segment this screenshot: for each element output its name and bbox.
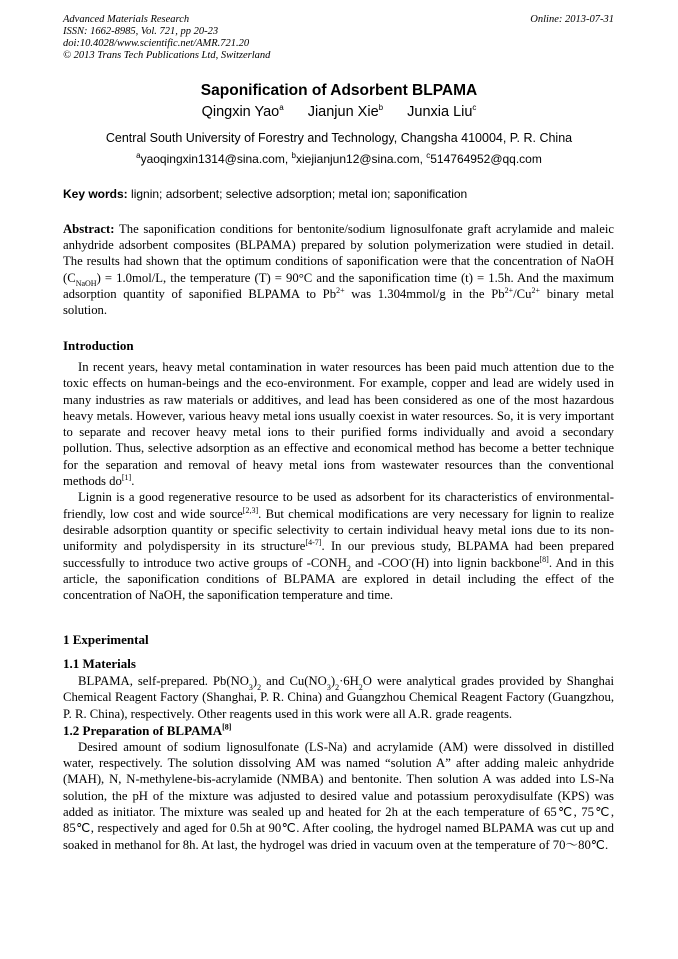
section-heading: Introduction: [63, 338, 134, 353]
paper-title: Saponification of Adsorbent BLPAMA: [200, 82, 478, 99]
paragraph: In recent years, heavy metal contamination in water resources has been paid much attention due to the toxic effects on human-beings and the eco-environment. For example, copper and lead are widely used in many industries as raw materials or additives, and lead has been considered as one of the most hazardous heavy metals. However, various heavy metal ions usually coexist in water resources. So, it is very important to separate and recover heavy metal ions to their purified forms individually and avoid a secondary pollution. Thus, selective adsorption as an effective and economical method has become a better technique for the separation and removal of heavy metal ions from wastewater resources than the conventional methods do[1].: [63, 360, 614, 489]
abstract-label: Abstract:: [63, 222, 115, 236]
keywords-label: Key words:: [63, 187, 128, 201]
email-list: [0, 152, 678, 166]
journal-name: Advanced Materials Research: [63, 14, 190, 25]
author-list: [0, 104, 678, 120]
author: Junxia Liu$^c$: [407, 103, 477, 120]
email[interactable]: $^a$yaoqingxin1314@sina.com,: [136, 151, 289, 166]
paragraph: BLPAMA, self-prepared. $Pb(NO_3)_2$ and $Cu(NO_3)_2\cdot 6H_2O$ were analytical grades provided by Shanghai Chemical Reagent Factory (Shanghai, P. R. China) and Guangzhou Chemical Reagent Factory (Guangzhou, P. R. China), respectively. Other reagents used in this work were all A.R. grade reagents.: [63, 674, 614, 721]
affiliation: Central South University of Forestry and Technology, Changsha 410004, P. R. China: [105, 131, 573, 145]
copyright: © 2013 Trans Tech Publications Ltd, Switzerland: [63, 50, 271, 61]
subsection-heading: 1.1 Materials: [63, 656, 136, 671]
author: Qingxin Yao$^a$: [201, 103, 284, 120]
author: Jianjun Xie$^b$: [307, 103, 384, 120]
keywords: [63, 187, 615, 201]
subsection-heading: 1.2 Preparation of BLPAMA[8]: [63, 722, 232, 738]
doi: doi:10.4028/www.scientific.net/AMR.721.20: [63, 38, 250, 49]
section-heading: 1 Experimental: [63, 632, 149, 647]
email[interactable]: $^c$514764952@qq.com: [426, 151, 542, 166]
experimental-section: [63, 632, 614, 853]
paragraph: Desired amount of sodium lignosulfonate (LS-Na) and acrylamide (AM) were dissolved in distilled water, respectively. The solution dissolving AM was named “solution A” after adding maleic anhydride (MAH), N, N-methylene-bis-acrylamide (NMBA) and bentonite. Then solution A was added into LS-Na solution, the pH of the mixture was adjusted to desired value and potassium peroxydisulfate (KPS) was added as initiator. The mixture was sealed up and heated for 2h at the each temperature of 65℃, 75℃, 85℃, respectively and aged for 0.5h at 90℃. After cooling, the hydrogel named BLPAMA was cut up and soaked in methanol for 8h. At last, the hydrogel was dried in vacuum oven at the temperature of 70～80℃.: [63, 739, 614, 852]
email[interactable]: $^b$xiejianjun12@sina.com,: [291, 151, 423, 166]
keywords-text: lignin; adsorbent; selective adsorption; metal ion; saponification: [131, 187, 468, 201]
abstract: Abstract: The saponification conditions for bentonite/sodium lignosulfonate graft acrylamide and maleic anhydride adsorbent composites (BLPAMA) prepared by solution polymerization were studied in detail. The results had shown that the optimum conditions of saponification were that the concentration of NaOH $(C_{NaOH}) = 1.0mol/L$, the temperature (T) = 90°C and the saponification time (t) = 1.5h. And the maximum adsorption quantity of saponified BLPAMA to $Pb^{2+}$ was 1.304mmol/g in the $Pb^{2+}/Cu^{2+}$ binary metal solution.: [63, 222, 614, 318]
paragraph: Lignin is a good regenerative resource to be used as adsorbent for its characteristics of environmental-friendly, low cost and wide source[2,3]. But chemical modifications are very necessary for lignin to realize desirable adsorption quantity or specific selectivity to certain individual heavy metal ions due to its non-uniformity and polydispersity in its structure[4-7]. In our previous study, BLPAMA had been prepared successfully to introduce two active groups of $-CONH_2$ and -COO-(H) into lignin backbone[8]. And in this article, the saponification conditions of BLPAMA are explored in detail including the effect of the concentration of NaOH, the saponification temperature and time.: [63, 490, 614, 603]
introduction-section: [63, 338, 614, 603]
issn: ISSN: 1662-8985, Vol. 721, pp 20-23: [63, 26, 219, 37]
journal-header: [63, 14, 270, 62]
online-date: Online: 2013-07-31: [530, 14, 614, 25]
